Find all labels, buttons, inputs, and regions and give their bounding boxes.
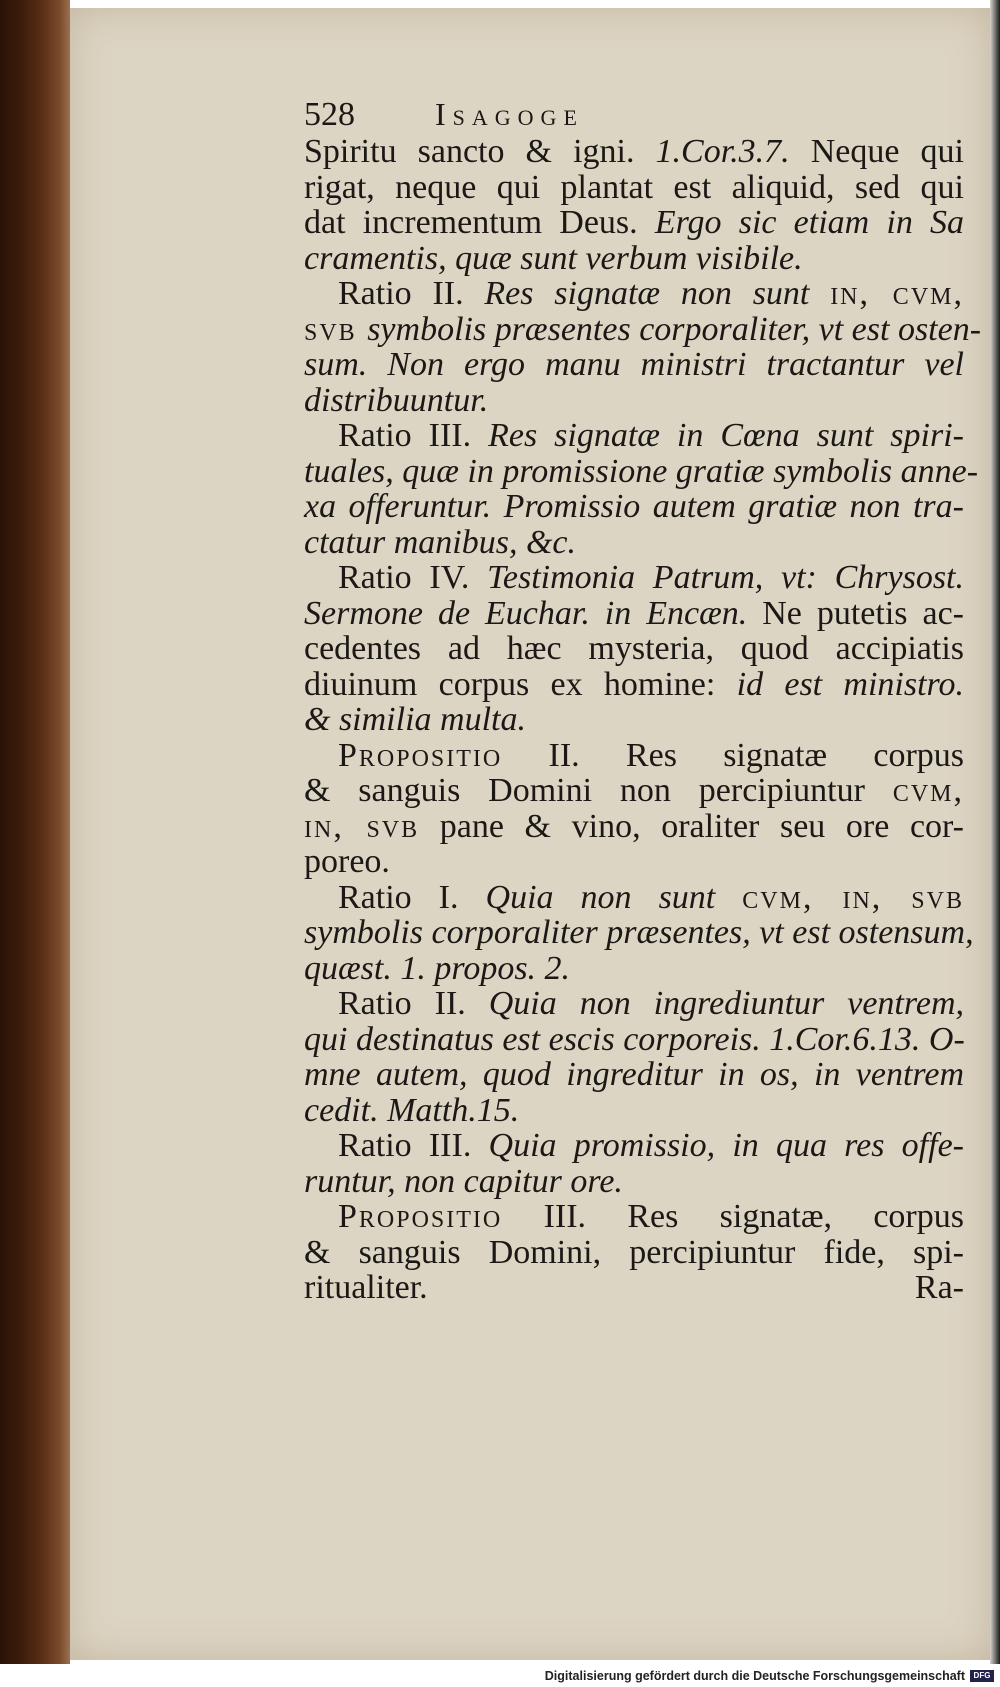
text-run: Ratio III. xyxy=(338,1127,489,1164)
text-run: Propositio xyxy=(338,1198,503,1235)
text-run: in, cvm, xyxy=(830,275,964,312)
text-run: Testimonia Patrum, vt: Chrysost. xyxy=(487,559,965,596)
text-run: quæst. 1. propos. 2. xyxy=(304,949,571,987)
text-run: Quia promissio, in qua res offe- xyxy=(488,1127,964,1164)
text-run: 1.Cor.3.7. xyxy=(655,133,790,170)
text-line xyxy=(304,1057,964,1093)
text-run: Quia non ingrediuntur ventrem, xyxy=(488,985,964,1022)
text-run: Ratio II. xyxy=(338,275,485,312)
final-line xyxy=(304,1270,964,1306)
text-run: Ergo sic etiam in Sa xyxy=(654,204,964,241)
text-run: II. Res signatæ corpus xyxy=(502,736,964,774)
footer-bar xyxy=(0,1664,1000,1687)
text-line xyxy=(304,134,964,170)
running-title: Isagoge xyxy=(435,96,584,132)
dfg-logo: DFG xyxy=(970,1670,994,1682)
text-line xyxy=(304,310,982,348)
page-header xyxy=(304,94,964,134)
text-run: Propositio xyxy=(338,736,503,774)
page-number: 528 xyxy=(304,96,355,133)
text-run: Ratio I. xyxy=(338,878,486,916)
text-line xyxy=(304,1235,964,1271)
funding-note: Digitalisierung gefördert durch die Deutsche Forschungsgemeinschaft xyxy=(544,1668,965,1683)
text-run: Ratio III. xyxy=(338,417,489,454)
text-line xyxy=(304,631,964,667)
text-run: runtur, non capitur ore. xyxy=(304,1162,623,1200)
text-run: svb xyxy=(304,310,368,348)
catchword: Ra- xyxy=(914,1269,964,1306)
text-run: cvm, xyxy=(892,772,964,809)
text-line xyxy=(304,205,964,241)
text-line xyxy=(304,1022,964,1058)
text-run: pane & vino, oraliter seu ore cor- xyxy=(419,807,965,845)
text-block xyxy=(304,94,982,1306)
text-line xyxy=(304,347,964,383)
text-run: Res signatæ in Cœna sunt spiri- xyxy=(488,417,964,454)
text-line xyxy=(304,914,974,951)
text-run: tuales, quæ in promissione gratiæ symbolis anne- xyxy=(304,452,979,490)
text-run: & sanguis Domini non percipiuntur xyxy=(304,772,893,809)
text-line xyxy=(304,773,964,809)
final-line-text: ritualiter. xyxy=(304,1269,428,1306)
text-run: III. Res signatæ, corpus xyxy=(502,1198,964,1235)
text-line xyxy=(304,844,964,880)
text-line xyxy=(304,418,964,454)
text-line xyxy=(304,951,964,987)
text-line xyxy=(304,241,964,277)
text-lines xyxy=(304,133,982,1271)
text-run: cramentis, quæ sunt verbum visibile. xyxy=(304,239,803,277)
text-run: Ne putetis ac- xyxy=(747,594,964,632)
text-line xyxy=(304,1164,964,1200)
text-run: & sanguis Domini, percipiuntur fide, spi- xyxy=(304,1233,964,1271)
dark-left-edge xyxy=(0,0,70,1664)
text-run: distribuuntur. xyxy=(304,381,489,419)
text-run: in, svb xyxy=(304,807,420,845)
text-run: Sermone de Euchar. in Encæn. xyxy=(304,594,748,632)
dark-right-edge xyxy=(990,0,1000,1664)
text-run: id est ministro. xyxy=(736,665,964,703)
text-run: Quia non sunt xyxy=(485,878,743,916)
text-run: xa offeruntur. Promissio autem gratiæ non tra- xyxy=(304,488,964,525)
text-line xyxy=(304,383,964,419)
text-run: symbolis corporaliter præsentes, vt est ostensum, xyxy=(304,914,974,951)
text-line xyxy=(304,489,964,525)
text-line xyxy=(304,1199,964,1235)
text-line xyxy=(304,525,964,561)
text-run: Ratio II. xyxy=(338,985,489,1022)
text-run: poreo. xyxy=(304,843,390,880)
text-run: mne autem, quod ingreditur in os, in ventrem xyxy=(304,1056,964,1093)
text-run: Neque qui xyxy=(789,133,964,170)
text-line xyxy=(304,880,964,916)
text-line xyxy=(304,702,964,738)
text-run: Ratio IV. xyxy=(338,559,488,596)
text-line xyxy=(304,1093,964,1129)
text-run: Res signatæ non sunt xyxy=(484,275,831,312)
text-run: cedit. Matth.15. xyxy=(304,1091,520,1129)
text-line xyxy=(304,170,964,206)
text-run: cvm, in, svb xyxy=(742,878,964,916)
text-run: rigat, neque qui plantat est aliquid, sed qui xyxy=(304,168,964,206)
text-line xyxy=(304,560,964,596)
text-line xyxy=(304,738,964,774)
text-run: qui destinatus est escis corporeis. 1.Cor.6.13. O- xyxy=(304,1020,965,1058)
text-run: cedentes ad hæc mysteria, quod accipiatis xyxy=(304,630,964,667)
text-line xyxy=(304,809,964,845)
text-run: symbolis præsentes corporaliter, vt est osten- xyxy=(367,310,982,348)
text-run: Spiritu sancto & igni. xyxy=(304,133,656,170)
text-line xyxy=(304,452,979,490)
text-line xyxy=(304,1128,964,1164)
text-run: diuinum corpus ex homine: xyxy=(304,665,737,703)
text-run: sum. Non ergo manu ministri tractantur vel xyxy=(304,346,964,383)
text-line xyxy=(304,276,964,312)
text-run: dat incrementum Deus. xyxy=(304,204,655,241)
text-run: & similia multa. xyxy=(304,701,526,738)
text-run: ctatur manibus, &c. xyxy=(304,523,576,561)
text-line xyxy=(304,986,964,1022)
text-line xyxy=(304,596,964,632)
text-line xyxy=(304,667,964,703)
